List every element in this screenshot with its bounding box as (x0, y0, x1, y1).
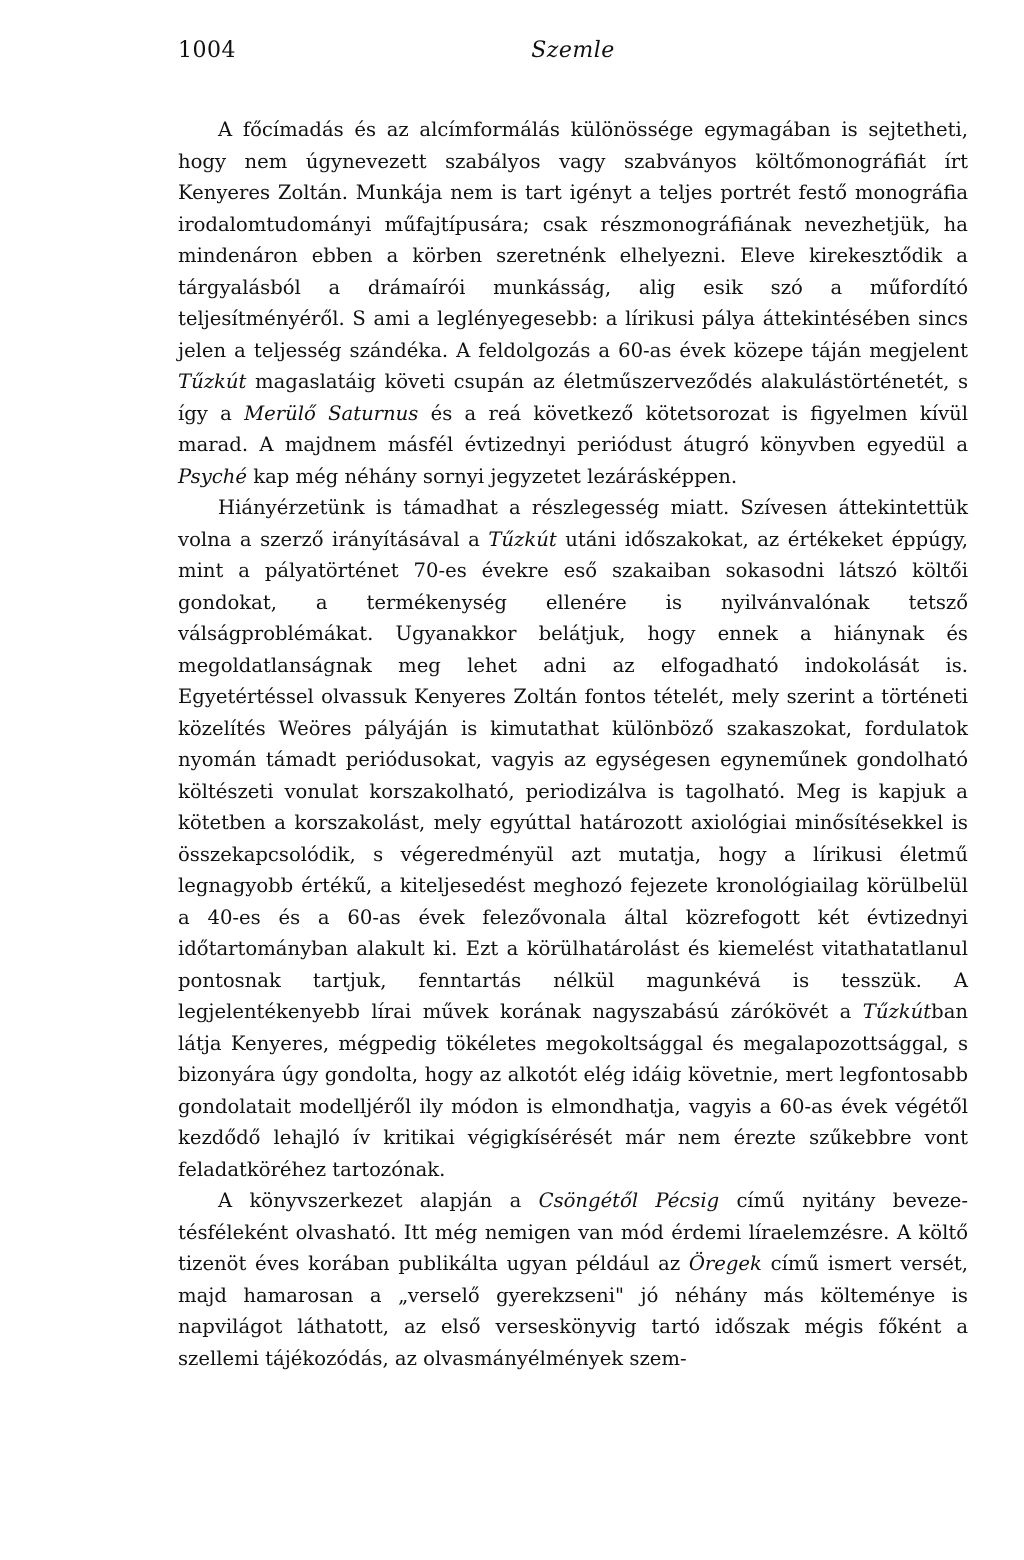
italic-title-run: Öregek (688, 1252, 762, 1275)
text-run: magaslatáig követi csupán az életműszerveződés alakulástörténetét, s így a (178, 370, 968, 425)
running-head (178, 38, 968, 78)
text-run: A könyvszerkezet alapján a (218, 1189, 539, 1212)
paragraph (178, 114, 968, 492)
text-run: kap még néhány sornyi jegyzetet lezárásképpen. (246, 464, 738, 488)
paragraph (178, 1185, 968, 1374)
text-run: utáni időszakokat, az értékeket éppúgy, mint a pályatörténet 70-es évekre eső szakaiban sokasodni látszó költői gondokat, a termékenység ellenére is nyilvánvalónak tetsző válságproblémákat. Ugyanakkor belátjuk, hogy ennek a hiánynak és megoldatlanságnak meg lehet adni az elfogadható indokolását is. Egyetértéssel olvassuk Kenyeres Zoltán fontos tételét, mely szerint a történeti közelítés Weöres pályáján is kimutathat különböző szakaszokat, fordulatok nyomán támadt periódusokat, vagyis az egységesen egyneműnek gondolható költészeti vonulat korszakolható, periodizálva is tagolható. Meg is kapjuk a kötetben a korszakolást, mely egyúttal határozott axiológiai minősítésekkel is összekapcsolódik, s végeredményül azt mutatja, hogy a lírikusi életmű legnagyobb értékű, a kiteljesedést meghozó fejezete kronológiailag körülbelül a 40-es és a 60-as évek felezővonala által közrefogott két évtizednyi időtartományban alakult ki. Ezt a körülhatárolást és kiemelést vitathatatlanul pontosnak tartjuk, fenntartás nélkül magunkévá is tesszük. A legjelentékenyebb lírai művek korának nagyszabású zárókövét a (178, 527, 969, 1023)
page-number: 1004 (178, 38, 236, 63)
text-run: A főcímadás és az alcímformálás különössége egymagában is sejtetheti, hogy nem úgynevezett szabályos vagy szabványos költőmonográfiát írt Kenyeres Zoltán. Munkája nem is tart igényt a teljes portrét festő monográfia irodalomtudományi műfajtípusára; csak részmonográfiának nevezhetjük, ha mindenáron ebben a körben szeretnénk elhelyezni. Eleve kirekesztődik a tárgyalásból a drámaírói munkásság, alig esik szó a műfordító teljesítményéről. S ami a leglényegesebb: a lírikusi pálya áttekintésében sincs jelen a teljesség szándéka. A feldolgozás a 60-as évek közepe táján megjelent (178, 118, 968, 362)
italic-title-run: Merülő Saturnus (244, 401, 419, 425)
text-run: Hiányérzetünk is támadhat a részlegesség miatt. Szívesen áttekintettük volna a szerző irányításával a (178, 496, 968, 551)
text-run: című nyitány bevezetésféleként olvasható. Itt még nemigen van mód érdemi líraelemzésre. A költő tizenöt éves korában publikálta ugyan például az (178, 1189, 969, 1275)
book-page (178, 38, 968, 1374)
journal-title: Szemle (531, 38, 615, 63)
italic-title-run: Tűzkút (488, 527, 557, 551)
paragraph (178, 492, 968, 1185)
body-text (178, 114, 968, 1374)
text-run: ban látja Kenyeres, mégpedig tökéletes megokoltsággal és megalapozottsággal, s bizonyára úgy gondolta, hogy az alkotót elég idáig követnie, mert legfontosabb gondolatait modelljéről ily módon is elmondhatja, vagyis a 60-as évek végétől kezdődő lehajló ív kritikai végigkísérését már nem érezte szűkebbre vont feladatköréhez tartozónak. (178, 1000, 968, 1181)
italic-title-run: Psyché (178, 464, 247, 488)
text-run: című ismert versét, majd hamarosan a „verselő gyerekzseni" jó néhány más költeménye is napvilágot láthatott, az első verseskönyvig tartó időszak mégis főként a szellemi tájékozódás, az olvasmányélmények szem- (178, 1252, 968, 1370)
italic-title-run: Tűzkút (862, 1000, 932, 1023)
italic-title-run: Csöngétől Pécsig (538, 1189, 720, 1212)
italic-title-run: Tűzkút (178, 370, 247, 393)
text-run: és a reá következő kötetsorozat is figyelmen kívül marad. A majdnem másfél évtizednyi periódust átugró könyvben egyedül a (178, 401, 968, 456)
